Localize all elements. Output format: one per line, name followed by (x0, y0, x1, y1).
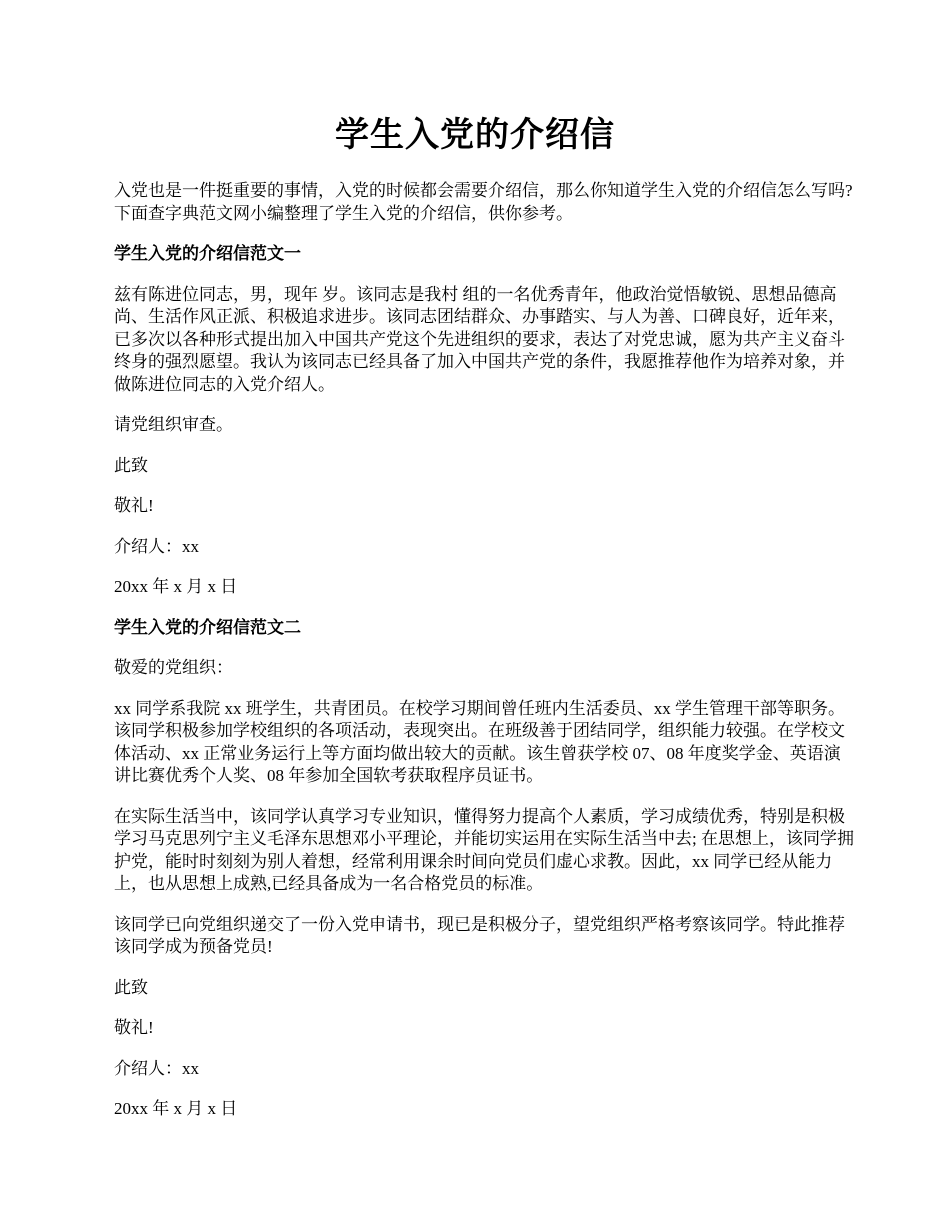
section-heading-2: 学生入党的介绍信范文二 (114, 617, 301, 637)
intro-paragraph: 入党也是一件挺重要的事情，入党的时候都会需要介绍信，那么你知道学生入党的介绍信怎么写吗?下面查字典范文网小编整理了学生入党的介绍信，供你参考。 (114, 181, 853, 223)
section-2-introducer: 介绍人：xx (114, 1058, 199, 1078)
section-1-body: 兹有陈进位同志，男，现年 岁。该同志是我村 组的一名优秀青年，他政治觉悟敏锐、思想品德高尚、生活作风正派、积极追求进步。该同志团结群众、办事踏实、与人为善、口碑良好，近年来，已多次以各种形式提出加入中国共产党这个先进组织的要求，表达了对党忠诚，愿为共产主义奋斗终身的强烈愿望。我认为该同志已经具备了加入中国共产党的条件，我愿推荐他作为培养对象，并做陈进位同志的入党介绍人。 (114, 284, 845, 394)
section-2-greeting: 敬爱的党组织： (114, 658, 233, 677)
section-heading-1: 学生入党的介绍信范文一 (114, 244, 301, 263)
section-1-salutation: 此致 (114, 455, 148, 475)
section-1-review-request: 请党组织审查。 (114, 415, 233, 434)
section-2-body-2: 在实际生活当中，该同学认真学习专业知识，懂得努力提高个人素质，学习成绩优秀，特别是积极学习马克思列宁主义毛泽东思想邓小平理论，并能切实运用在实际生活当中去; 在思想上，该同学拥护党，能时时刻刻为别人着想，经常利用课余时间向党员们虚心求教。因此，xx 同学已经从能力上，也从思想上成熟,已经具备成为一名合格党员的标准。 (114, 806, 854, 893)
section-1-regards: 敬礼! (114, 496, 154, 515)
document-title: 学生入党的介绍信 (335, 117, 615, 154)
section-2-regards: 敬礼! (114, 1018, 154, 1037)
section-2-salutation: 此致 (114, 977, 148, 997)
section-2-date: 20xx 年 x 月 x 日 (114, 1099, 238, 1118)
section-2-body-1: xx 同学系我院 xx 班学生，共青团员。在校学习期间曾任班内生活委员、xx 学生管理干部等职务。该同学积极参加学校组织的各项活动，表现突出。在班级善于团结同学，组织能力较强。在学校文体活动、xx 正常业务运行上等方面均做出较大的贡献。该生曾获学校 07、08 年度奖学金、英语演讲比赛优秀个人奖、08 年参加全国软考获取程序员证书。 (114, 698, 845, 785)
section-2-body-3: 该同学已向党组织递交了一份入党申请书，现已是积极分子，望党组织严格考察该同学。特此推荐该同学成为预备党员! (114, 914, 845, 956)
section-1-date: 20xx 年 x 月 x 日 (114, 577, 238, 596)
document-body (114, 180, 854, 1139)
section-1-introducer: 介绍人：xx (114, 536, 199, 556)
